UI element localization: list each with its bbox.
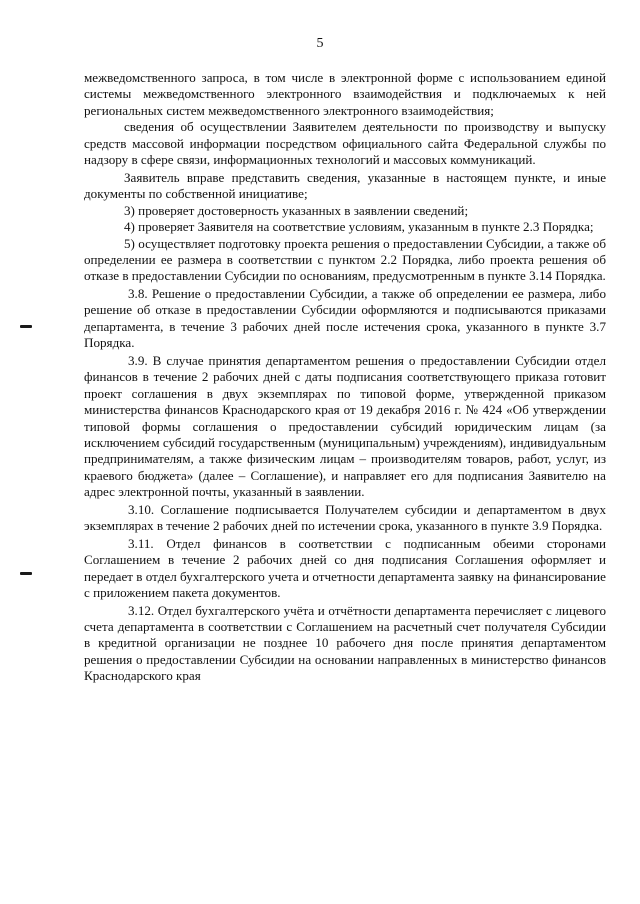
document-body — [84, 70, 606, 685]
paragraph: Заявитель вправе представить сведения, указанные в настоящем пункте, и иные документы по собственной инициативе; — [84, 169, 606, 202]
paragraph: 3.9. В случае принятия департаментом решения о предоставлении Субсидии отдел финансов в течение 2 рабочих дней с даты подписания соответствующего приказа готовит проект соглашения в двух экземплярах по типовой форме, утвержденной приказом министерства финансов Краснодарского края от 19 декабря 2016 г. № 424 «Об утверждении типовой формы соглашения о предоставлении субсидий юридическим лицам (за исключением субсидий государственным (муниципальным) учреждениям), индивидуальным предпринимателям, а также физическим лицам – производителям товаров, работ, услуг, из краевого бюджета» (далее – Соглашение), и направляет его для подписания Заявителю на адрес электронной почты, указанный в заявлении. — [84, 352, 606, 500]
paragraph: 5) осуществляет подготовку проекта решения о предоставлении Субсидии, а также об определении ее размера в соответствии с пунктом 2.2 Порядка, либо проекта решения об отказе в предоставлении Субсидии по основаниям, предусмотренным в пункте 3.14 Порядка. — [84, 235, 606, 284]
paragraph: 3.12. Отдел бухгалтерского учёта и отчётности департамента перечисляет с лицевого счета департамента в соответствии с Соглашением на расчетный счет получателя Субсидии в кредитной организации не позднее 10 рабочего дня после принятия департаментом решения о предоставлении Субсидии на основании направленных в министерство финансов Краснодарского края — [84, 602, 606, 684]
page-number: 5 — [316, 36, 324, 51]
paragraph: 4) проверяет Заявителя на соответствие условиям, указанным в пункте 2.3 Порядка; — [124, 219, 594, 235]
paragraph: сведения об осуществлении Заявителем деятельности по производству и выпуску средств массовой информации посредством официального сайта Федеральной службы по надзору в сфере связи, информационных технологий и массовых коммуникаций. — [84, 119, 606, 168]
paragraph: 3.8. Решение о предоставлении Субсидии, а также об определении ее размера, либо решение об отказе в предоставлении Субсидии оформляются и подписываются приказами департамента, в течение 3 рабочих дней после истечения срока, указанного в пункте 3.7 Порядка. — [84, 285, 606, 351]
paragraph: 3.10. Соглашение подписывается Получателем субсидии и департаментом в двух экземплярах в течение 2 рабочих дней по истечении срока, указанного в пункте 3.9 Порядка. — [84, 501, 606, 534]
paragraph: 3) проверяет достоверность указанных в заявлении сведений; — [124, 202, 469, 218]
paragraph: межведомственного запроса, в том числе в электронной форме с использованием единой системы межведомственного электронного взаимодействия и подключаемых к ней региональных систем межведомственного электронного взаимодействия; — [84, 70, 606, 118]
paragraph: 3.11. Отдел финансов в соответствии с подписанным обеими сторонами Соглашением в течение 2 рабочих дней со дня подписания Соглашения оформляет и передает в отдел бухгалтерского учета и отчетности департамента заявку на финансирование с приложением пакета документов. — [84, 535, 606, 601]
hole-punch-mark — [20, 572, 32, 575]
hole-punch-mark — [20, 325, 32, 328]
